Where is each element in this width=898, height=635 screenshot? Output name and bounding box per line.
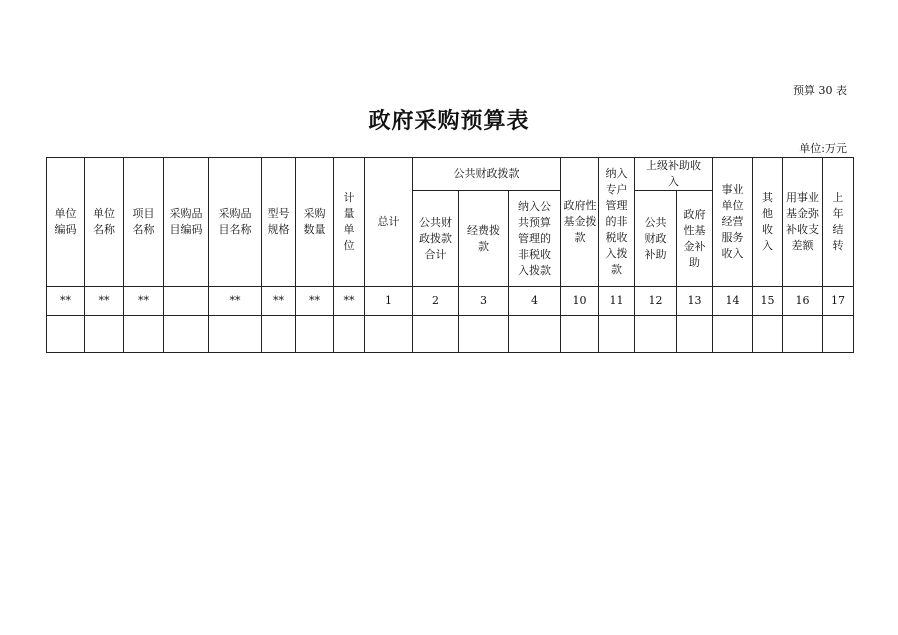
table-cell: ** bbox=[47, 287, 85, 316]
header-business-income: 事业单位经营服务收入 bbox=[713, 158, 753, 287]
header-gov-fund: 政府性基金拨款 bbox=[561, 158, 599, 287]
header-total: 总计 bbox=[365, 158, 413, 287]
table-cell bbox=[635, 316, 677, 353]
header-model-spec: 型号规格 bbox=[262, 158, 296, 287]
header-other-income: 其他收入 bbox=[753, 158, 783, 287]
table-cell: ** bbox=[296, 287, 334, 316]
table-cell bbox=[334, 316, 365, 353]
table-cell bbox=[164, 287, 209, 316]
table-cell: 16 bbox=[783, 287, 823, 316]
header-unit-code: 单位编码 bbox=[47, 158, 85, 287]
header-funding: 经费拨款 bbox=[459, 191, 509, 287]
table-cell: ** bbox=[209, 287, 262, 316]
table-cell bbox=[209, 316, 262, 353]
table-cell bbox=[459, 316, 509, 353]
header-row-1 bbox=[47, 158, 854, 191]
table-cell: ** bbox=[85, 287, 124, 316]
header-unit-name: 单位名称 bbox=[85, 158, 124, 287]
table-cell bbox=[823, 316, 854, 353]
header-item-code: 采购品目编码 bbox=[164, 158, 209, 287]
table-cell: 3 bbox=[459, 287, 509, 316]
table-cell: ** bbox=[124, 287, 164, 316]
header-project-name: 项目名称 bbox=[124, 158, 164, 287]
table-cell bbox=[296, 316, 334, 353]
table-cell bbox=[677, 316, 713, 353]
table-cell bbox=[509, 316, 561, 353]
table-cell: 12 bbox=[635, 287, 677, 316]
table-cell: 14 bbox=[713, 287, 753, 316]
table-cell: 15 bbox=[753, 287, 783, 316]
header-public-finance-total: 公共财政拨款合计 bbox=[413, 191, 459, 287]
table-cell bbox=[85, 316, 124, 353]
table-cell bbox=[47, 316, 85, 353]
form-number: 预算 30 表 bbox=[793, 84, 847, 97]
table-cell bbox=[753, 316, 783, 353]
table-cell: 1 bbox=[365, 287, 413, 316]
unit-label: 单位:万元 bbox=[799, 142, 847, 155]
code-row bbox=[47, 287, 854, 316]
budget-table bbox=[46, 157, 854, 353]
header-carryover: 上年结转 bbox=[823, 158, 854, 287]
table-cell bbox=[124, 316, 164, 353]
header-quantity: 采购数量 bbox=[296, 158, 334, 287]
table-cell: 2 bbox=[413, 287, 459, 316]
table-cell: ** bbox=[334, 287, 365, 316]
header-fund-offset: 用事业基金弥补收支差额 bbox=[783, 158, 823, 287]
table-cell bbox=[561, 316, 599, 353]
header-measure-unit: 计量单位 bbox=[334, 158, 365, 287]
header-superior-subsidy: 上级补助收入 bbox=[635, 158, 713, 191]
table-cell bbox=[713, 316, 753, 353]
header-gov-fund-subsidy: 政府性基金补助 bbox=[677, 191, 713, 287]
header-budget-mgmt-nontax: 纳入公共预算管理的非税收入拨款 bbox=[509, 191, 561, 287]
header-special-nontax: 纳入专户管理的非税收入拨款 bbox=[599, 158, 635, 287]
page-title: 政府采购预算表 bbox=[368, 108, 530, 134]
header-public-finance: 公共财政拨款 bbox=[413, 158, 561, 191]
table-cell: 10 bbox=[561, 287, 599, 316]
data-row bbox=[47, 316, 854, 353]
table-cell bbox=[599, 316, 635, 353]
table-cell: 13 bbox=[677, 287, 713, 316]
table-cell bbox=[262, 316, 296, 353]
table-cell: 17 bbox=[823, 287, 854, 316]
table-cell: ** bbox=[262, 287, 296, 316]
table-cell: 11 bbox=[599, 287, 635, 316]
table-cell: 4 bbox=[509, 287, 561, 316]
header-item-name: 采购品目名称 bbox=[209, 158, 262, 287]
table-cell bbox=[413, 316, 459, 353]
header-public-finance-subsidy: 公共财政补助 bbox=[635, 191, 677, 287]
table-cell bbox=[783, 316, 823, 353]
table-cell bbox=[164, 316, 209, 353]
table-cell bbox=[365, 316, 413, 353]
